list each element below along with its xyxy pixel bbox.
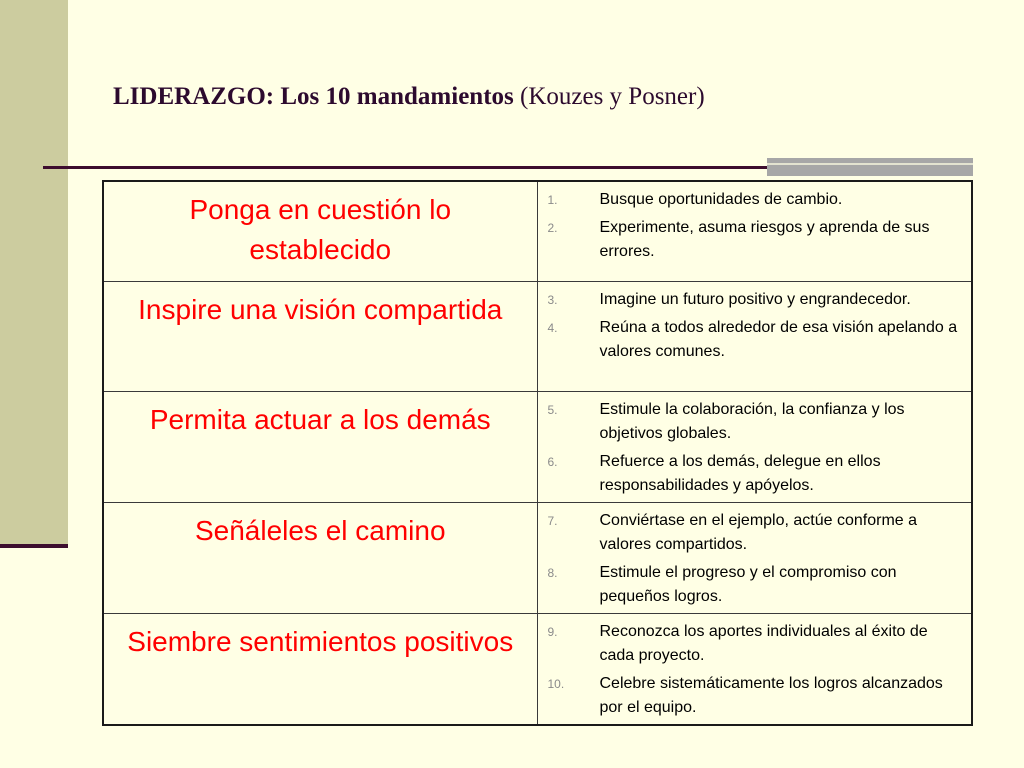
item-text: Refuerce a los demás, delegue en ellos responsabilidades y apóyelos.	[599, 452, 881, 494]
list-item	[546, 216, 960, 264]
commandments-cell	[537, 391, 972, 502]
principle-heading: Inspire una visión compartida	[138, 293, 503, 325]
item-text: Reconozca los aportes individuales al éxito de cada proyecto.	[599, 622, 928, 664]
item-text: Estimule la colaboración, la confianza y los objetivos globales.	[599, 400, 905, 442]
item-number: 2.	[547, 221, 558, 235]
item-number: 9.	[547, 624, 558, 639]
item-text: Estimule el progreso y el compromiso con pequeños logros.	[599, 563, 897, 605]
item-number: 8.	[547, 565, 558, 580]
item-text: Busque oportunidades de cambio.	[599, 191, 843, 208]
commandments-cell	[537, 613, 972, 725]
list-item	[546, 316, 960, 364]
item-number: 5.	[547, 402, 558, 417]
principle-heading: Permita actuar a los demás	[149, 403, 491, 435]
list-item	[546, 620, 960, 668]
table-row	[103, 613, 972, 725]
table-row	[103, 391, 972, 502]
item-number: 3.	[547, 292, 558, 307]
gray-decor-line	[767, 163, 973, 165]
commandments-table	[102, 180, 973, 726]
item-text: Reúna a todos alrededor de esa visión apelando a valores comunes.	[599, 318, 958, 360]
list-item	[546, 509, 960, 557]
list-item	[546, 672, 960, 720]
principle-cell	[103, 502, 537, 613]
list-item	[546, 561, 960, 609]
commandments-cell	[537, 502, 972, 613]
commandments-cell	[537, 281, 972, 391]
item-text: Experimente, asuma riesgos y aprenda de sus errores.	[599, 219, 930, 260]
principle-cell	[103, 281, 537, 391]
commandments-cell	[537, 181, 972, 281]
item-text: Imagine un futuro positivo y engrandecedor.	[599, 290, 911, 308]
item-number: 4.	[547, 320, 558, 335]
principle-cell	[103, 181, 537, 281]
side-decor-bar	[0, 0, 68, 545]
list-item	[546, 398, 960, 446]
principle-cell	[103, 391, 537, 502]
side-decor-line	[0, 544, 68, 548]
item-number: 6.	[547, 454, 558, 469]
principle-cell	[103, 613, 537, 725]
principle-heading: Señáleles el camino	[194, 514, 446, 546]
item-number: 10.	[547, 676, 565, 691]
item-number: 7.	[547, 513, 558, 528]
item-text: Conviértase en el ejemplo, actúe conforme a valores compartidos.	[599, 511, 918, 553]
item-number: 1.	[547, 193, 558, 207]
list-item	[546, 288, 960, 312]
principle-heading: Siembre sentimientos positivos	[127, 625, 514, 657]
table-row	[103, 181, 972, 281]
table-row	[103, 502, 972, 613]
slide-title-authors: (Kouzes y Posner)	[520, 83, 705, 110]
slide-title-bold: LIDERAZGO: Los 10 mandamientos	[113, 83, 514, 110]
table-row	[103, 281, 972, 391]
list-item	[546, 188, 960, 212]
item-text: Celebre sistemáticamente los logros alcanzados por el equipo.	[599, 674, 943, 716]
principle-heading: Ponga en cuestión lo establecido	[189, 194, 452, 265]
slide-title	[113, 83, 705, 111]
list-item	[546, 450, 960, 498]
gray-decor-bar	[767, 158, 973, 176]
